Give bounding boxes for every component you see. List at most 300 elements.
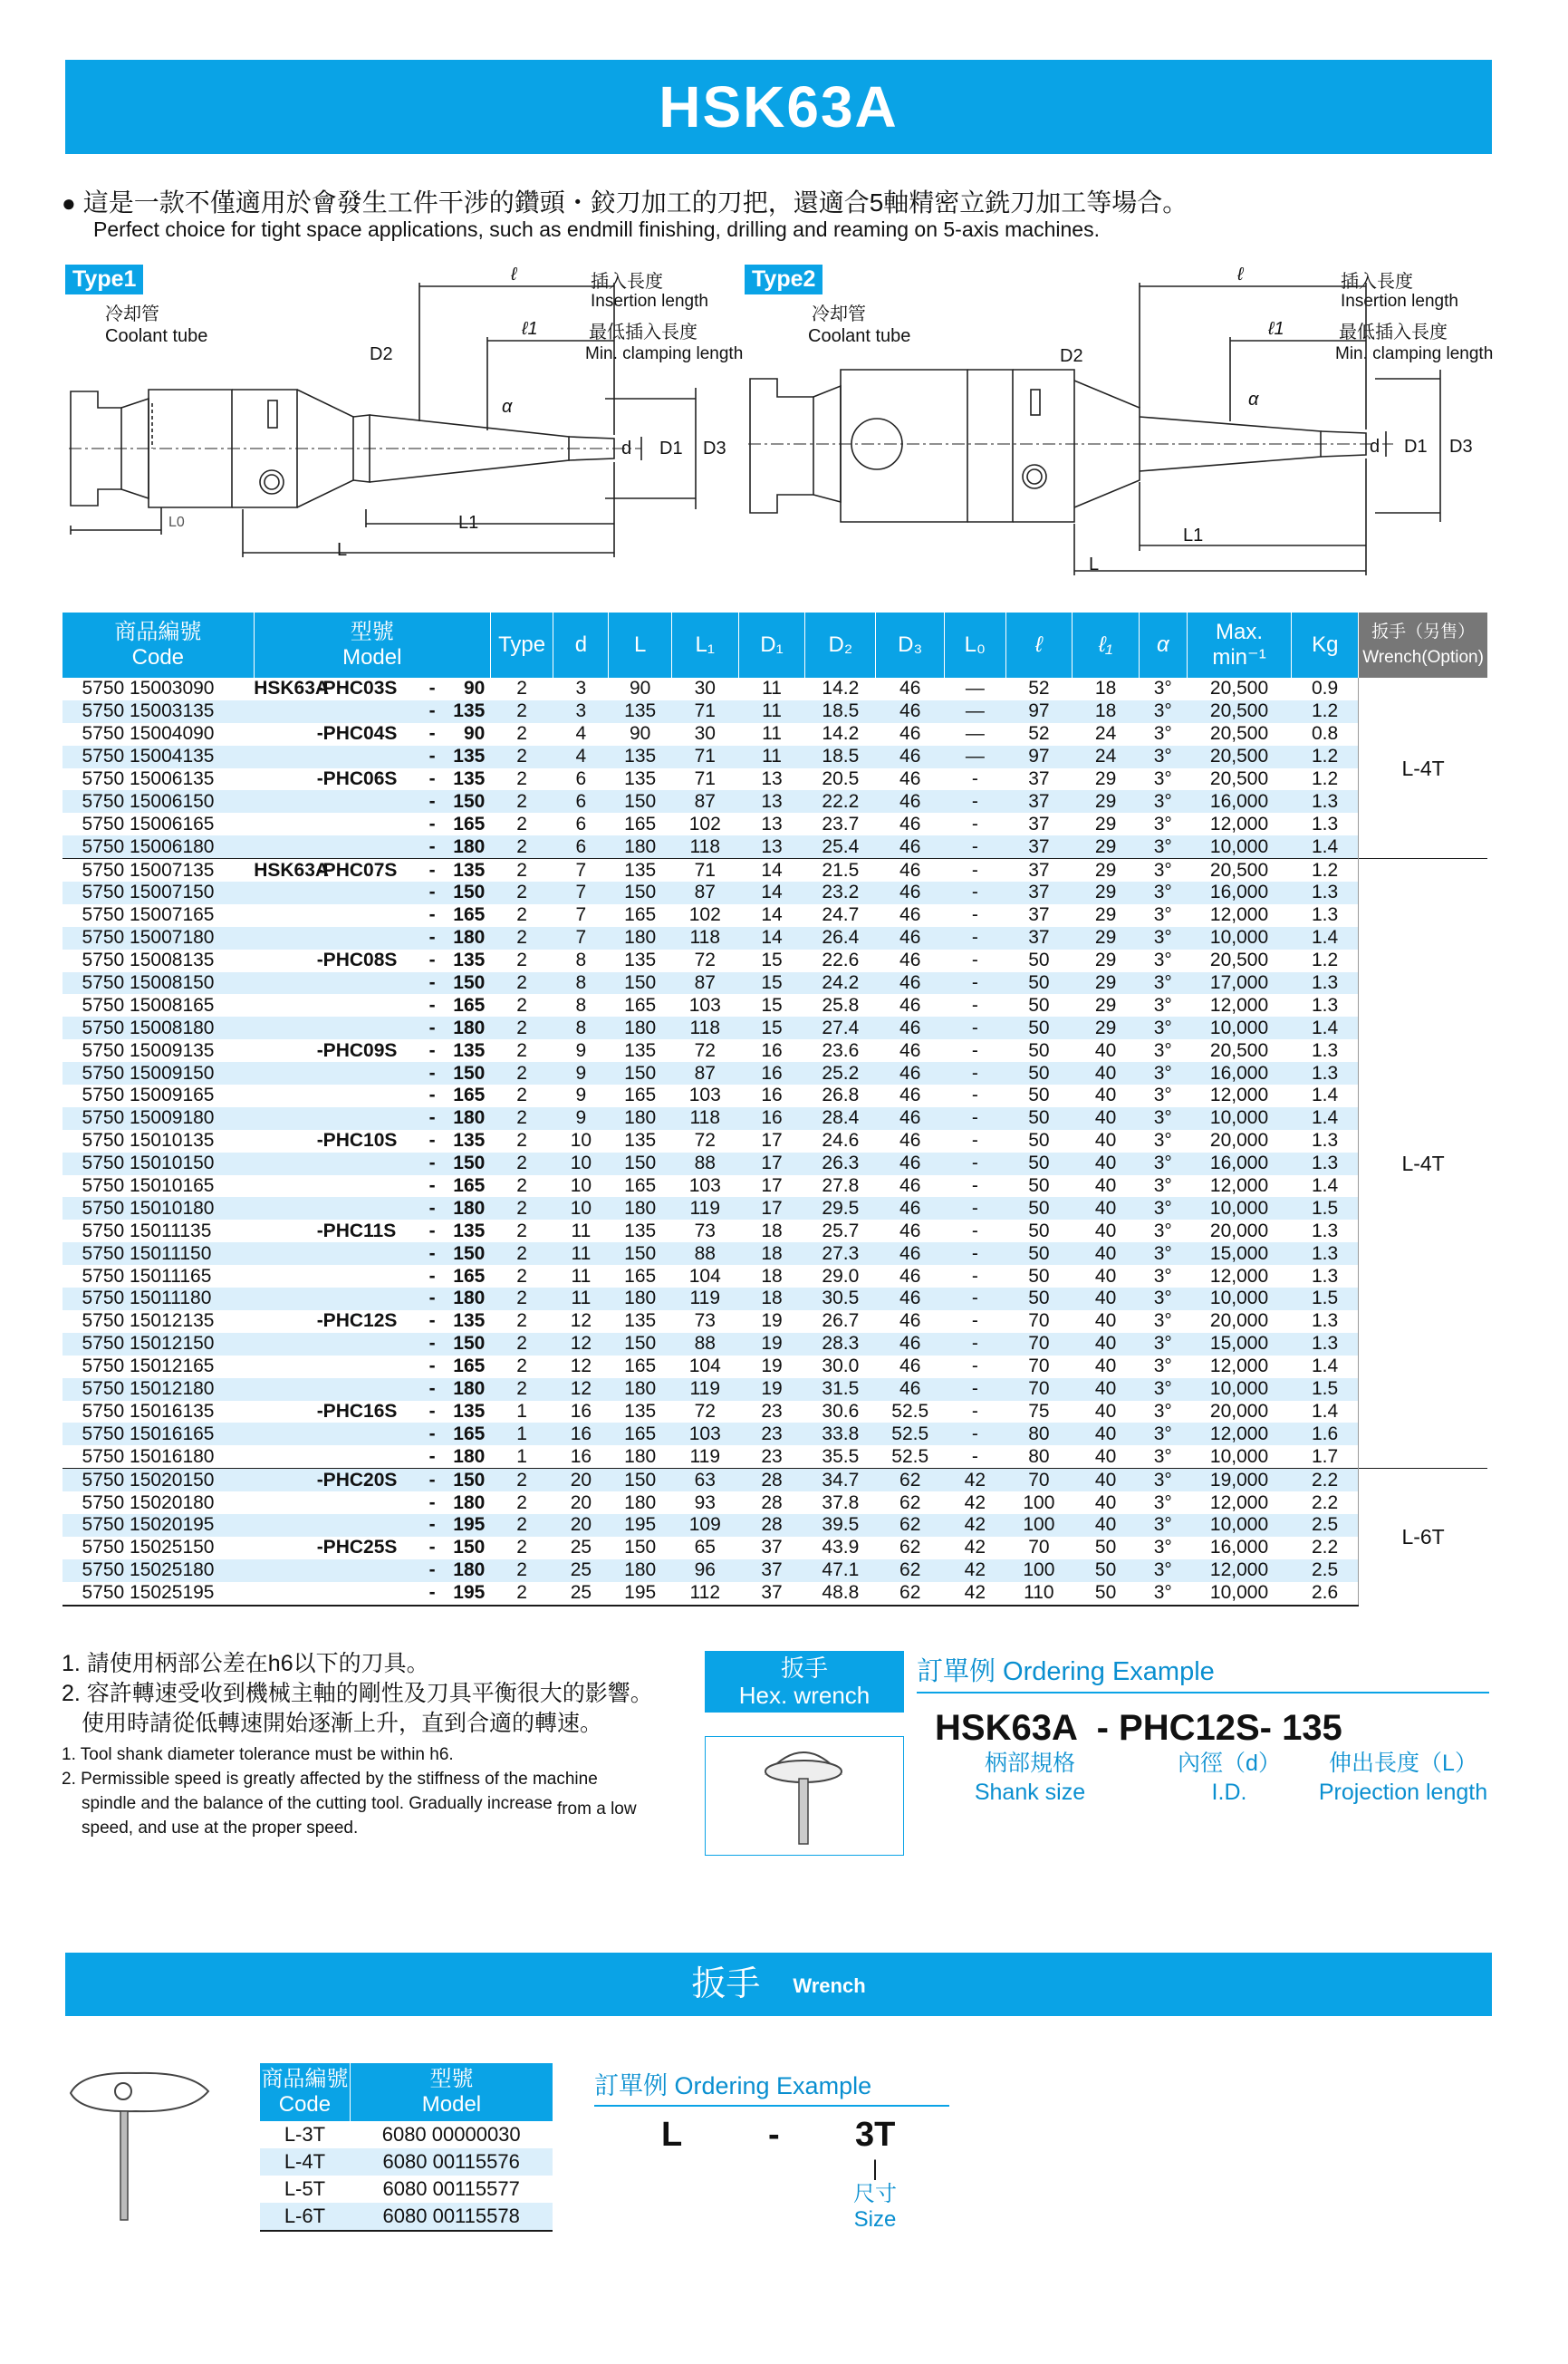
cell-kg: 2.5 [1292, 1559, 1359, 1582]
cell-D3: 46 [876, 1017, 945, 1039]
cell-L: 135 [624, 1400, 657, 1422]
cell-D2: 21.5 [805, 859, 876, 882]
cell-max-rpm: 10,000 [1209, 1445, 1269, 1467]
cell-L1: 103 [671, 1423, 738, 1445]
cell-max-rpm: 17,000 [1187, 972, 1292, 995]
cell-alpha: 3° [1139, 1017, 1187, 1039]
cell-alpha: 3° [1139, 1288, 1187, 1310]
cell-type: 1 [490, 1423, 553, 1445]
type1-coolant-zh: 冷却管 [105, 304, 159, 324]
cell-L: 165 [624, 1085, 657, 1106]
cell-D2: 25.7 [822, 1220, 860, 1241]
cell-max-rpm: 10,000 [1187, 1017, 1292, 1039]
cell-D1: 11 [738, 700, 805, 723]
wrench-table-header [260, 2063, 553, 2121]
cell-len: 135 [453, 1310, 486, 1332]
cell-L1: 71 [694, 768, 716, 789]
cell-D2: 22.2 [805, 790, 876, 813]
cell-D2: 39.5 [805, 1514, 876, 1537]
cell-d: 25 [570, 1537, 592, 1558]
cell-d: 9 [553, 1062, 609, 1085]
cell-code: 5750 15025195 [63, 1582, 255, 1606]
cell-d: 8 [575, 950, 587, 971]
cell-wrench: L-6T [1359, 1469, 1487, 1606]
cell-L1: 102 [688, 813, 721, 835]
cell-max-rpm: 10,000 [1187, 1197, 1292, 1220]
cell-D3: 62 [876, 1514, 945, 1537]
ordering-heading: 訂單例 Ordering Example [917, 1651, 1489, 1693]
cell-l: 70 [1028, 1310, 1050, 1332]
type1-D2: D2 [370, 344, 393, 364]
cell-model [317, 1085, 426, 1107]
cell-max-rpm: 16,000 [1187, 1062, 1292, 1085]
hex-wrench-box [705, 1651, 904, 1856]
cell-L1: 103 [688, 1085, 721, 1106]
cell-L: 180 [609, 1017, 672, 1039]
cell-D2: 26.3 [805, 1153, 876, 1175]
cell-D1: 23 [738, 1423, 805, 1445]
cell-l1: 40 [1094, 1491, 1117, 1513]
cell-kg: 2.2 [1292, 1469, 1359, 1491]
cell-len: 180 [438, 1017, 490, 1039]
cell-alpha: 3° [1139, 1242, 1187, 1265]
cell-len: 150 [438, 972, 490, 995]
cell-dash: - [428, 813, 436, 835]
table-row [63, 1220, 1488, 1242]
cell-code: 5750 15007135 [63, 859, 255, 882]
cell-prefix [254, 1559, 317, 1582]
cell-max-rpm: 15,000 [1187, 1242, 1292, 1265]
cell-L1: 30 [694, 678, 716, 700]
type1-D1: D1 [659, 439, 683, 458]
cell-prefix [254, 950, 317, 972]
cell-D2: 48.8 [805, 1582, 876, 1606]
header-model-zh: 型號 [350, 620, 394, 644]
header-type: Type [490, 613, 553, 678]
note-en-1: 1. Tool shank diameter tolerance must be within h6. [62, 1745, 454, 1764]
cell-L1: 104 [688, 1265, 721, 1287]
cell-l: 52 [1028, 723, 1050, 745]
intro-zh [62, 183, 1188, 219]
cell-code: 5750 15011180 [63, 1288, 255, 1310]
cell-alpha: 3° [1153, 1491, 1172, 1513]
cell-L: 180 [609, 1107, 672, 1130]
cell-L: 150 [609, 882, 672, 904]
cell-max-rpm: 10,000 [1187, 1378, 1292, 1401]
cell-d: 9 [553, 1107, 609, 1130]
cell-len: 135 [453, 1220, 486, 1241]
cell-alpha: 3° [1139, 790, 1187, 813]
cell-model [317, 1017, 426, 1039]
cell-len: 180 [438, 835, 490, 858]
cell-max-rpm: 20,500 [1209, 1039, 1269, 1061]
hex-wrench-heading [705, 1651, 904, 1713]
cell-model [317, 1491, 426, 1514]
cell-kg: 1.3 [1292, 1333, 1359, 1356]
cell-D1: 18 [761, 1220, 783, 1241]
cell-L1: 88 [671, 1153, 738, 1175]
cell-max-rpm: 15,000 [1187, 1333, 1292, 1356]
wrench-title-en: Wrench [793, 1973, 866, 1997]
cell-len: 150 [438, 1153, 490, 1175]
cell-model [317, 835, 426, 858]
cell-d: 4 [575, 723, 587, 745]
cell-l: 50 [1028, 1085, 1050, 1106]
cell-code: 5750 15016135 [82, 1400, 215, 1422]
cell-L: 150 [609, 1062, 672, 1085]
cell-dash: - [428, 1130, 436, 1152]
cell-D2: 43.9 [822, 1537, 860, 1558]
cell-model [317, 1107, 426, 1130]
cell-type: 2 [516, 768, 527, 789]
cell-L1: 73 [694, 1220, 716, 1241]
cell-d: 10 [553, 1197, 609, 1220]
cell-kg: 1.4 [1292, 1017, 1359, 1039]
cell-D3: 46 [876, 746, 945, 768]
cell-L1: 88 [671, 1333, 738, 1356]
cell-l1: 40 [1073, 1423, 1140, 1445]
cell-L1: 96 [671, 1559, 738, 1582]
wrench-ordering-heading: 訂單例 Ordering Example [594, 2066, 949, 2107]
cell-d: 16 [570, 1400, 592, 1422]
cell-D3: 46 [876, 1333, 945, 1356]
cell-len: 165 [453, 1356, 486, 1377]
cell-code: 5750 15008165 [82, 994, 215, 1016]
cell-max-rpm: 16,000 [1187, 790, 1292, 813]
header-code [63, 613, 255, 678]
cell-d: 16 [553, 1423, 609, 1445]
cell-D2: 26.4 [805, 927, 876, 950]
cell-kg: 1.7 [1311, 1445, 1339, 1467]
cell-L1: 119 [671, 1197, 738, 1220]
cell-model [317, 1445, 426, 1468]
cell-l: 70 [1005, 1333, 1073, 1356]
cell-D1: 11 [762, 678, 782, 700]
cell-D3: 46 [876, 927, 945, 950]
cell-D3: 46 [876, 972, 945, 995]
cell-code: 5750 15004090 [82, 723, 215, 745]
cell-D3: 62 [899, 1491, 921, 1513]
type2-L1: L1 [1183, 526, 1204, 545]
cell-L0: - [945, 1062, 1005, 1085]
header-D3: D₃ [876, 613, 945, 678]
cell-D2: 27.3 [805, 1242, 876, 1265]
cell-model [317, 994, 426, 1017]
cell-wrench: L-4T [1359, 678, 1487, 859]
cell-D2: 27.4 [805, 1017, 876, 1039]
cell-max-rpm: 20,500 [1209, 768, 1269, 789]
cell-code: 5750 15008150 [63, 972, 255, 995]
cell-l1: 40 [1094, 1085, 1117, 1106]
wrench-cell-code: L-4T [260, 2148, 351, 2176]
wrench-section-banner [65, 1953, 1492, 2016]
cell-kg: 1.3 [1292, 1242, 1359, 1265]
cell-L0: - [945, 1197, 1005, 1220]
cell-l: 37 [1005, 859, 1073, 882]
wrench-title-zh: 扳手 [691, 1965, 761, 2003]
cell-L1: 118 [671, 1107, 738, 1130]
type2-d: d [1370, 437, 1380, 457]
cell-d: 7 [553, 859, 609, 882]
header-model [254, 613, 490, 678]
cell-dash: - [428, 1537, 436, 1558]
cell-dash: - [428, 1265, 436, 1287]
cell-L: 165 [624, 1265, 657, 1287]
cell-dash: - [426, 1288, 439, 1310]
cell-D3: 62 [899, 1537, 921, 1558]
cell-l: 100 [1023, 1491, 1055, 1513]
type2-l: ℓ [1237, 265, 1244, 285]
wrench-table-row [260, 2148, 553, 2176]
cell-prefix [254, 1423, 317, 1445]
label-id-zh: 內徑（d） [1178, 1751, 1281, 1776]
header-wrench [1359, 613, 1487, 678]
cell-model [317, 1582, 426, 1606]
cell-alpha: 3° [1153, 950, 1172, 971]
label-id-en: I.D. [1211, 1780, 1247, 1805]
cell-type: 2 [490, 972, 553, 995]
cell-code: 5750 15012165 [82, 1356, 215, 1377]
cell-D3: 46 [876, 1197, 945, 1220]
cell-D2: 34.7 [805, 1469, 876, 1491]
cell-d: 7 [553, 882, 609, 904]
type2-alpha: α [1248, 390, 1259, 410]
cell-D3: 46 [899, 1130, 921, 1152]
cell-prefix [254, 1153, 317, 1175]
cell-code: 5750 15025150 [82, 1537, 215, 1558]
cell-model [317, 972, 426, 995]
table-row [63, 1017, 1488, 1039]
cell-len: 135 [453, 950, 486, 971]
cell-l1: 50 [1073, 1582, 1140, 1606]
type1-L: L [337, 540, 348, 560]
cell-alpha: 3° [1153, 678, 1172, 700]
cell-L0: - [945, 882, 1005, 904]
cell-D1: 13 [761, 813, 783, 835]
table-row [63, 1265, 1488, 1288]
cell-max-rpm: 12,000 [1187, 1559, 1292, 1582]
cell-L0: - [971, 1445, 978, 1467]
label-shank-size [935, 1749, 1125, 1807]
cell-l1: 29 [1073, 859, 1140, 882]
cell-D3: 46 [899, 1265, 921, 1287]
table-row [63, 972, 1488, 995]
t-wrench-icon [63, 2057, 226, 2229]
table-row [63, 927, 1488, 950]
cell-d: 11 [571, 1220, 592, 1241]
cell-D2: 25.8 [822, 994, 860, 1016]
cell-dash: - [428, 1491, 436, 1513]
cell-kg: 1.5 [1292, 1197, 1359, 1220]
cell-D3: 52.5 [891, 1400, 929, 1422]
cell-dash: - [428, 1039, 436, 1061]
cell-alpha: 3° [1139, 1423, 1187, 1445]
cell-L: 180 [624, 1491, 657, 1513]
type2-D3: D3 [1449, 437, 1473, 457]
cell-type: 2 [490, 1153, 553, 1175]
cell-kg: 1.3 [1292, 1062, 1359, 1085]
cell-L0: - [971, 1356, 978, 1377]
cell-l1: 40 [1094, 1445, 1117, 1467]
table-row [63, 723, 1488, 746]
cell-len: 180 [438, 1107, 490, 1130]
cell-alpha: 3° [1139, 1582, 1187, 1606]
cell-l: 50 [1005, 1153, 1073, 1175]
type1-L1: L1 [458, 513, 479, 533]
cell-l1: 40 [1094, 1130, 1117, 1152]
table-row [63, 1130, 1488, 1153]
cell-type: 2 [490, 1197, 553, 1220]
cell-d: 10 [553, 1153, 609, 1175]
cell-model: -PHC04S [316, 723, 398, 745]
cell-L0: - [971, 1039, 978, 1061]
cell-type: 2 [516, 1130, 527, 1152]
cell-model [317, 882, 426, 904]
cell-D2: 14.2 [822, 723, 860, 745]
cell-code: 5750 15012150 [63, 1333, 255, 1356]
cell-kg: 1.3 [1311, 904, 1339, 926]
cell-prefix [254, 1017, 317, 1039]
cell-prefix [254, 1333, 317, 1356]
cell-kg: 1.2 [1292, 700, 1359, 723]
cell-l1: 24 [1094, 723, 1117, 745]
type2-L: L [1089, 555, 1100, 574]
cell-d: 12 [570, 1356, 592, 1377]
cell-type: 2 [490, 1514, 553, 1537]
cell-D1: 28 [761, 1491, 783, 1513]
cell-kg: 2.2 [1311, 1491, 1339, 1513]
cell-prefix: HSK63A [254, 678, 330, 700]
cell-code: 5750 15012180 [63, 1378, 255, 1401]
cell-prefix [254, 1514, 317, 1537]
cell-D3: 46 [876, 882, 945, 904]
cell-L1: 87 [671, 882, 738, 904]
cell-l1: 40 [1073, 1333, 1140, 1356]
cell-prefix [254, 700, 317, 723]
cell-l: 37 [1028, 904, 1050, 926]
cell-dash: - [426, 1017, 439, 1039]
table-row [63, 1333, 1488, 1356]
type1-coolant-en: Coolant tube [105, 326, 208, 346]
type2-D2: D2 [1060, 346, 1083, 366]
wrench-order-part1: L [661, 2116, 683, 2154]
cell-dash: - [428, 723, 436, 745]
cell-D2: 26.8 [822, 1085, 860, 1106]
table-row [63, 678, 1488, 700]
cell-D1: 15 [738, 972, 805, 995]
cell-model [317, 813, 426, 835]
cell-l1: 40 [1094, 1220, 1117, 1241]
cell-dash: - [426, 1378, 439, 1401]
cell-dash: - [428, 904, 436, 926]
cell-max-rpm: 12,000 [1187, 1423, 1292, 1445]
cell-l1: 40 [1073, 1288, 1140, 1310]
cell-kg: 1.4 [1311, 1400, 1339, 1422]
cell-D3: 46 [876, 1288, 945, 1310]
cell-code: 5750 15003135 [63, 700, 255, 723]
cell-L: 150 [609, 972, 672, 995]
cell-kg: 1.2 [1311, 950, 1339, 971]
cell-L1: 102 [688, 904, 721, 926]
cell-D2: 33.8 [805, 1423, 876, 1445]
cell-dash: - [428, 1175, 436, 1197]
cell-l1: 40 [1094, 1310, 1117, 1332]
cell-alpha: 3° [1153, 1175, 1172, 1197]
cell-L1: 103 [688, 994, 721, 1016]
cell-L0: — [945, 746, 1005, 768]
label-projection-zh: 伸出長度（L） [1329, 1751, 1477, 1776]
cell-dash: - [426, 972, 439, 995]
wrench-order-size-zh: 尺寸 [853, 2182, 897, 2206]
header-L1: L₁ [671, 613, 738, 678]
cell-L: 135 [609, 700, 672, 723]
cell-D1: 13 [761, 768, 783, 789]
cell-L0: 42 [945, 1469, 1005, 1491]
cell-L1: 118 [671, 1017, 738, 1039]
cell-type: 2 [516, 723, 527, 745]
ordering-model: HSK63A - PHC12S- 135 [935, 1708, 1342, 1748]
cell-code: 5750 15009150 [63, 1062, 255, 1085]
cell-D3: 46 [899, 813, 921, 835]
table-row [63, 1423, 1488, 1445]
cell-l: 70 [1028, 1537, 1050, 1558]
cell-D2: 29.0 [822, 1265, 860, 1287]
cell-len: 165 [453, 1265, 486, 1287]
cell-prefix [254, 1401, 317, 1423]
cell-D1: 14 [738, 927, 805, 950]
cell-D2: 28.3 [805, 1333, 876, 1356]
cell-l: 50 [1028, 994, 1050, 1016]
cell-D1: 11 [738, 746, 805, 768]
wrench-cell-model: 6080 00115576 [350, 2148, 553, 2176]
cell-l1: 29 [1094, 813, 1117, 835]
cell-type: 2 [490, 1333, 553, 1356]
cell-max-rpm: 16,000 [1187, 1153, 1292, 1175]
cell-code: 5750 15010180 [63, 1197, 255, 1220]
cell-len: 165 [453, 1175, 486, 1197]
type2-insert-en: Insertion length [1341, 292, 1458, 311]
cell-L: 135 [624, 1220, 657, 1241]
cell-max-rpm: 12,000 [1209, 1085, 1269, 1106]
cell-D1: 14 [738, 882, 805, 904]
header-min: min⁻¹ [1212, 645, 1266, 670]
cell-dash: - [426, 1582, 439, 1606]
table-row [63, 1356, 1488, 1378]
cell-code: 5750 15016180 [82, 1445, 215, 1467]
cell-D1: 19 [761, 1356, 783, 1377]
cell-d: 10 [570, 1130, 592, 1152]
label-projection-en: Projection length [1318, 1780, 1488, 1805]
cell-code: 5750 15006150 [63, 790, 255, 813]
cell-L0: — [965, 678, 985, 700]
cell-D1: 19 [738, 1333, 805, 1356]
cell-dash: - [426, 1153, 439, 1175]
cell-prefix [254, 768, 317, 791]
cell-L: 165 [624, 1175, 657, 1197]
cell-l1: 29 [1094, 904, 1117, 926]
cell-L: 180 [609, 1378, 672, 1401]
cell-d: 12 [553, 1378, 609, 1401]
cell-model [317, 1333, 426, 1356]
cell-L0: - [971, 1310, 978, 1332]
cell-D2: 22.6 [822, 950, 860, 971]
cell-L: 150 [609, 1469, 672, 1491]
cell-dash: - [428, 1085, 436, 1106]
cell-l: 37 [1005, 882, 1073, 904]
cell-l: 37 [1005, 790, 1073, 813]
table-row [63, 1085, 1488, 1107]
cell-l1: 40 [1073, 1514, 1140, 1537]
